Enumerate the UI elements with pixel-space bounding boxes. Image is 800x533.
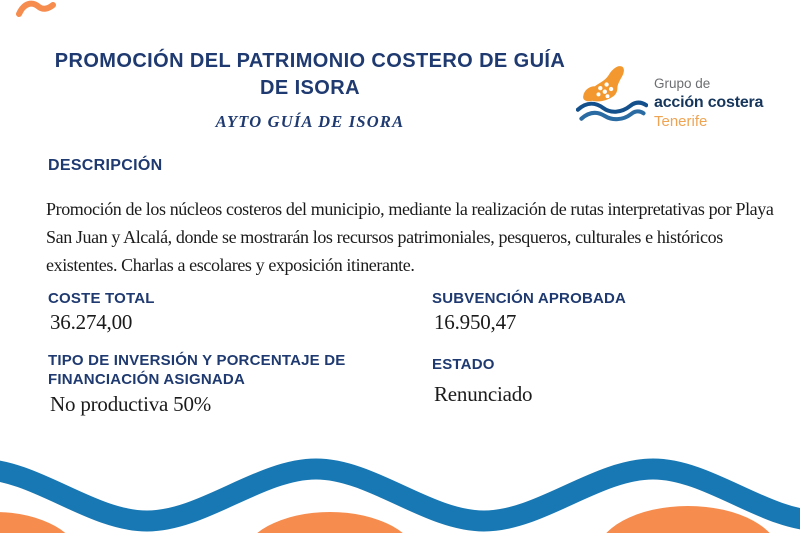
estado-value: Renunciado — [434, 382, 533, 406]
logo — [576, 62, 763, 134]
island-waves-icon — [576, 62, 648, 134]
footer-wave-decoration — [0, 430, 800, 533]
estado-label: ESTADO — [432, 356, 495, 373]
page-subtitle: AYTO GUÍA DE ISORA — [215, 112, 405, 131]
tipo-inversion-value: No productiva 50% — [50, 392, 212, 416]
logo-text — [654, 76, 763, 132]
description-text: Promoción de los núcleos costeros del municipio, mediante la realización de rutas interpretativas por Playa San Juan y Alcalá, donde se mostrarán los recursos patrimoniales, pesqueros, culturales e históricos existentes. Charlas a escolares y exposición itinerante. — [46, 199, 774, 275]
description-label: DESCRIPCIÓN — [48, 157, 163, 174]
corner-wave-icon — [16, 0, 56, 18]
logo-line-grupo-de: Grupo de — [654, 76, 711, 91]
subvencion-aprobada-value: 16.950,47 — [434, 310, 517, 334]
tipo-inversion-label: TIPO DE INVERSIÓN Y PORCENTAJE DE FINANCIACIÓN ASIGNADA — [48, 352, 346, 388]
logo-line-accion-costera: acción costera — [654, 93, 764, 111]
coste-total-label: COSTE TOTAL — [48, 290, 155, 307]
logo-line-tenerife: Tenerife — [654, 112, 708, 130]
coste-total-value: 36.274,00 — [50, 310, 133, 334]
page-title: PROMOCIÓN DEL PATRIMONIO COSTERO DE GUÍA DE ISORA — [54, 50, 566, 99]
subvencion-aprobada-label: SUBVENCIÓN APROBADA — [432, 290, 627, 307]
